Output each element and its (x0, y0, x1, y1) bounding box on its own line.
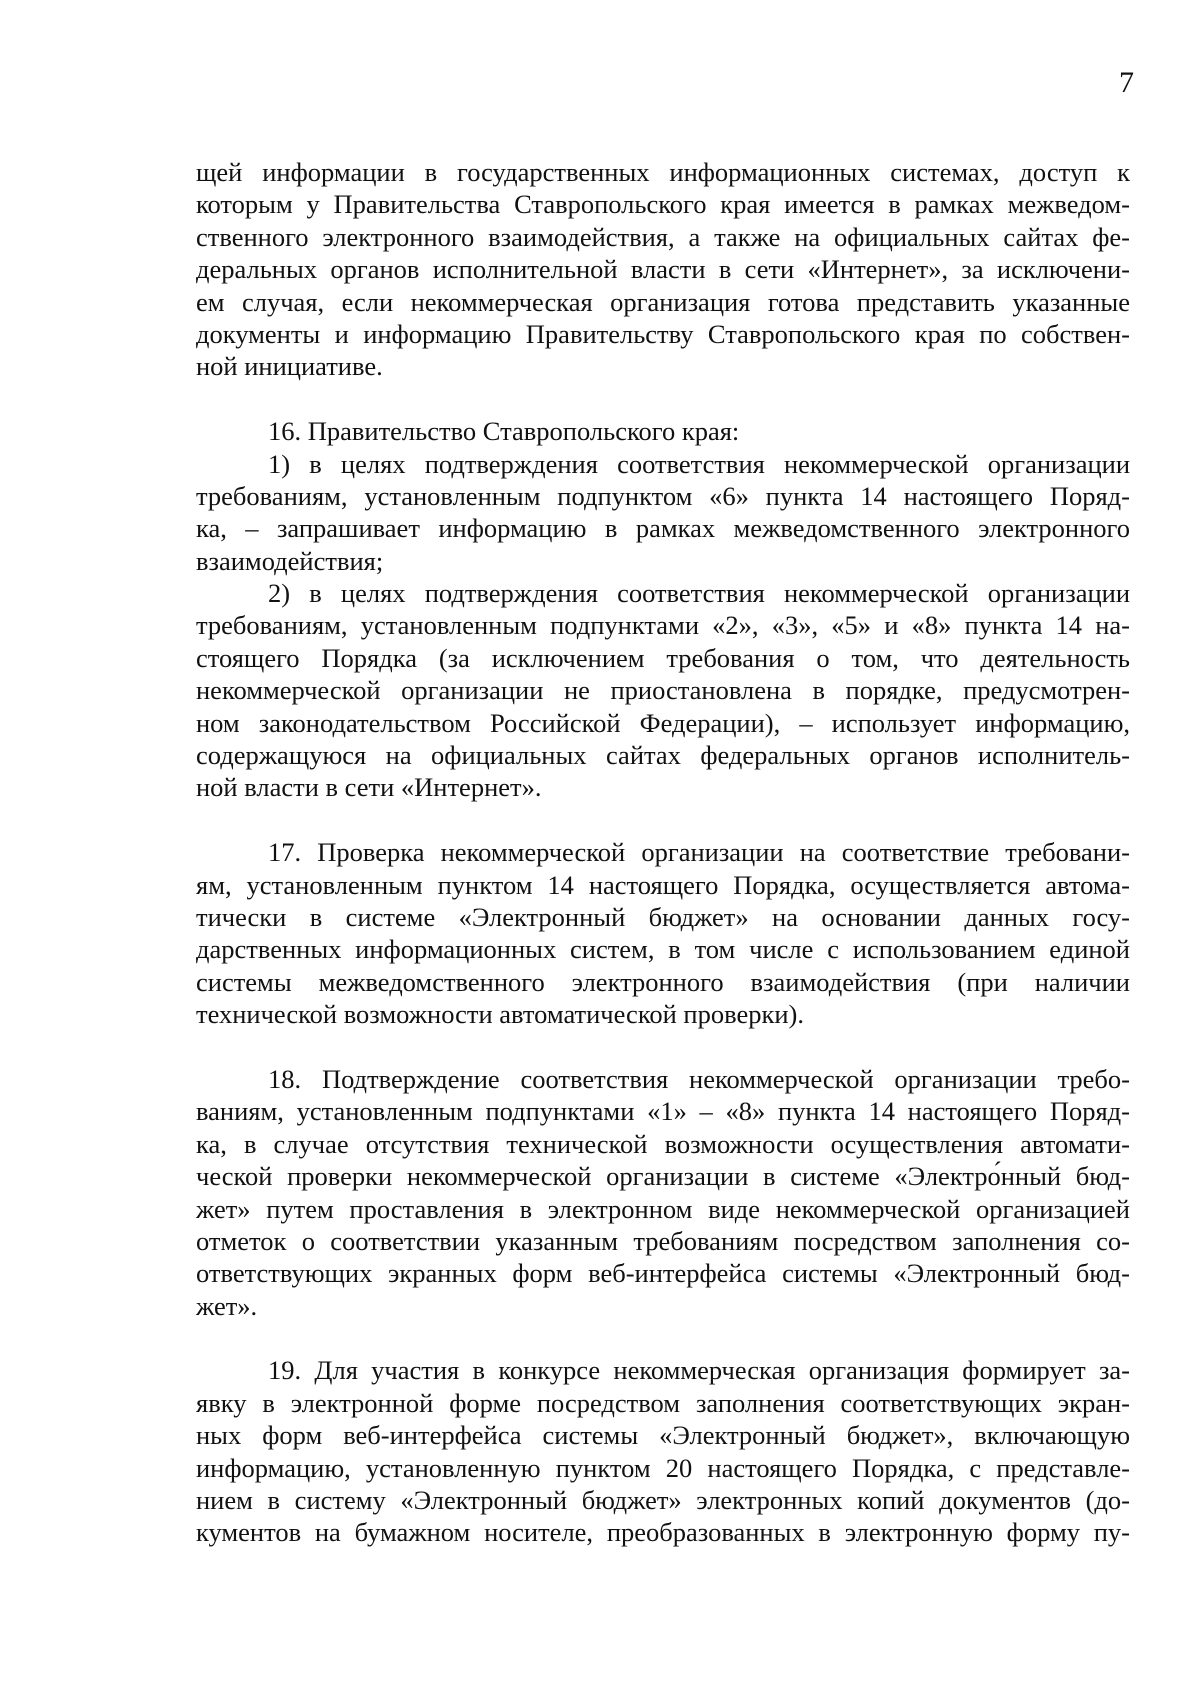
text-line: отметок о соответствии указанным требованиям посредством заполнения со- (196, 1225, 1130, 1256)
text-line: тически в системе «Электронный бюджет» на основании данных госу- (196, 901, 1130, 932)
text-line: дарственных информационных систем, в том числе с использованием единой (196, 934, 1130, 965)
text-line: содержащуюся на официальных сайтах федеральных органов исполнитель- (196, 740, 1130, 771)
text-line: системы межведомственного электронного взаимодействия (при наличии (196, 966, 1130, 997)
text-line: ка, – запрашивает информацию в рамках межведомственного электронного (196, 513, 1130, 544)
text-line: 18. Подтверждение соответствия некоммерческой организации требо- (268, 1063, 1130, 1094)
text-line: ем случая, если некоммерческая организация готова представить указанные (196, 286, 1130, 317)
text-line: ям, установленным пунктом 14 настоящего Порядка, осуществляется автома- (196, 869, 1130, 900)
paragraph-gap (196, 804, 1130, 836)
text-line: стоящего Порядка (за исключением требования о том, что деятельность (196, 642, 1130, 673)
paragraph-gap (196, 1031, 1130, 1063)
paragraph-gap (196, 383, 1130, 415)
text-line: ных форм веб-интерфейса системы «Электронный бюджет», включающую (196, 1420, 1130, 1451)
text-line: технической возможности автоматической проверки). (196, 999, 804, 1030)
text-line: ной инициативе. (196, 351, 383, 382)
text-line: 2) в целях подтверждения соответствия некоммерческой организации (268, 578, 1130, 609)
text-line: кументов на бумажном носителе, преобразованных в электронную форму пу- (196, 1517, 1130, 1548)
paragraph-gap (196, 1322, 1130, 1354)
document-body (196, 156, 1130, 1549)
text-line: жет». (196, 1290, 258, 1321)
text-line: жет» путем проставления в электронном виде некоммерческой организацией (196, 1193, 1130, 1224)
text-line: ческой проверки некоммерческой организации в системе «Электро́нный бюд- (196, 1161, 1130, 1192)
text-line: требованиям, установленным подпунктом «6» пункта 14 настоящего Поряд- (196, 480, 1130, 511)
text-line: явку в электронной форме посредством заполнения соответствующих экран- (196, 1387, 1130, 1418)
section-16-heading: 16. Правительство Ставропольского края: (268, 416, 740, 447)
page-number: 7 (1119, 66, 1134, 99)
text-line: 19. Для участия в конкурсе некоммерческая организация формирует за- (268, 1355, 1130, 1386)
text-line: ответствующих экранных форм веб-интерфейса системы «Электронный бюд- (196, 1258, 1130, 1289)
text-line: некоммерческой организации не приостановлена в порядке, предусмотрен- (196, 675, 1130, 706)
text-line: 1) в целях подтверждения соответствия некоммерческой организации (268, 448, 1130, 479)
text-line: документы и информацию Правительству Ставропольского края по собствен- (196, 318, 1130, 349)
text-line: ка, в случае отсутствия технической возможности осуществления автомати- (196, 1128, 1130, 1159)
text-line: щей информации в государственных информационных системах, доступ к (196, 157, 1130, 187)
text-line: требованиям, установленным подпунктами «2», «3», «5» и «8» пункта 14 на- (196, 610, 1130, 641)
text-line: ном законодательством Российской Федерации), – использует информацию, (196, 707, 1130, 738)
text-line: нием в систему «Электронный бюджет» электронных копий документов (до- (196, 1485, 1130, 1516)
text-line: ваниям, установленным подпунктами «1» – «8» пункта 14 настоящего Поряд- (196, 1096, 1130, 1127)
text-line: ной власти в сети «Интернет». (196, 772, 542, 803)
text-line: взаимодействия; (196, 545, 384, 576)
text-line: деральных органов исполнительной власти в сети «Интернет», за исключени- (196, 254, 1130, 285)
text-line: информацию, установленную пунктом 20 настоящего Порядка, с представле- (196, 1452, 1130, 1483)
text-line: 17. Проверка некоммерческой организации на соответствие требовани- (268, 837, 1130, 868)
text-line: ственного электронного взаимодействия, а также на официальных сайтах фе- (196, 221, 1130, 252)
text-line: которым у Правительства Ставропольского края имеется в рамках межведом- (196, 189, 1130, 220)
